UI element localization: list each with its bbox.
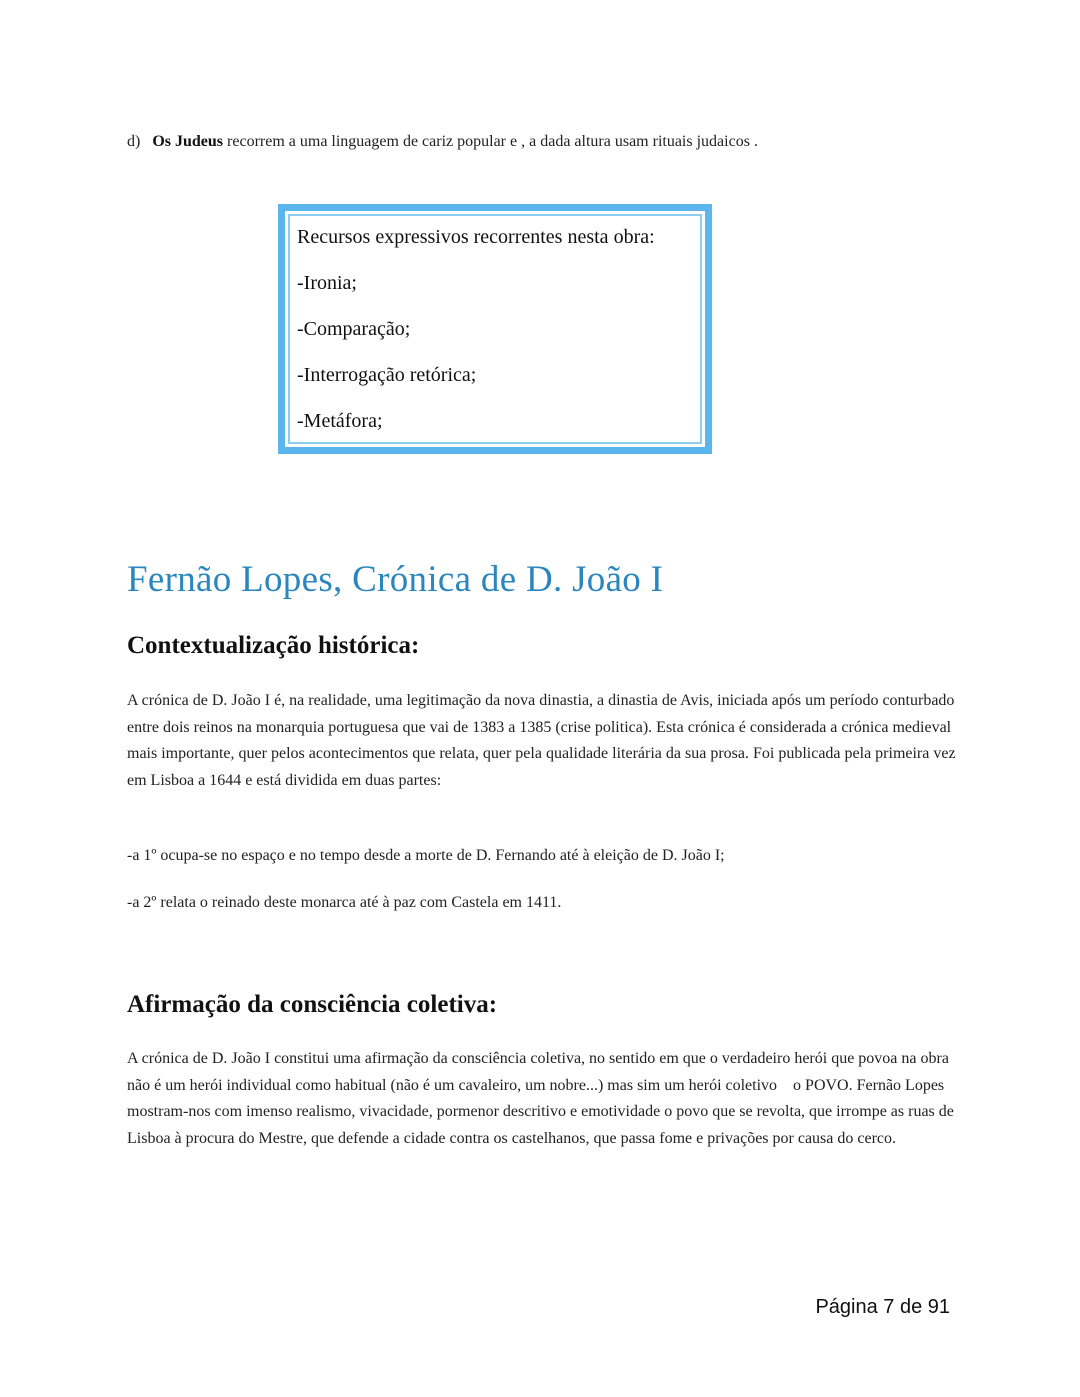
box-item-metafora: -Metáfora; xyxy=(297,410,383,432)
paragraph-parte-1: -a 1º ocupa-se no espaço e no tempo desde a morte de D. Fernando até à eleição de D. João I; xyxy=(127,847,725,864)
item-text: recorrem a uma linguagem de cariz popular e , a dada altura usam rituais judaicos . xyxy=(227,133,758,150)
item-subject: Os Judeus xyxy=(152,133,224,150)
box-item-ironia: -Ironia; xyxy=(297,272,357,294)
page-number: Página 7 de 91 xyxy=(815,1296,950,1318)
chapter-title: Fernão Lopes, Crónica de D. João I xyxy=(127,559,664,600)
box-item-comparacao: -Comparação; xyxy=(297,318,411,340)
box-title: Recursos expressivos recorrentes nesta obra: xyxy=(297,226,655,248)
list-item-d xyxy=(127,131,967,153)
recursos-box xyxy=(278,204,712,454)
box-item-interrogacao: -Interrogação retórica; xyxy=(297,364,477,386)
paragraph-parte-2: -a 2º relata o reinado deste monarca até à paz com Castela em 1411. xyxy=(127,894,562,911)
section-heading-afirmacao: Afirmação da consciência coletiva: xyxy=(127,991,498,1018)
paragraph-contextualizacao: A crónica de D. João I é, na realidade, uma legitimação da nova dinastia, a dinastia de Avis, iniciada após um período conturbado entre dois reinos na monarquia portuguesa que vai de 1383 a 1385 (crise politica). Esta crónica é considerada a crónica medieval mais importante, quer pelos acontecimentos que relata, quer pela qualidade literária da sua prosa. Foi publicada pela primeira vez em Lisboa a 1644 e está dividida em duas partes: xyxy=(127,692,956,789)
section-heading-contextualizacao: Contextualização histórica: xyxy=(127,632,420,659)
list-marker: d) xyxy=(127,133,141,150)
paragraph-afirmacao: A crónica de D. João I constitui uma afirmação da consciência coletiva, no sentido em que o verdadeiro herói que povoa na obra não é um herói individual como habitual (não é um cavaleiro, um nobre...) mas sim um herói coletivo o POVO. Fernão Lopes mostram-nos com imenso realismo, vivacidade, pormenor descritivo e emotividade o povo que se revolta, que irrompe as ruas de Lisboa à procura do Mestre, que defende a cidade contra os castelhanos, que passa fome e privações por causa do cerco. xyxy=(127,1050,958,1147)
